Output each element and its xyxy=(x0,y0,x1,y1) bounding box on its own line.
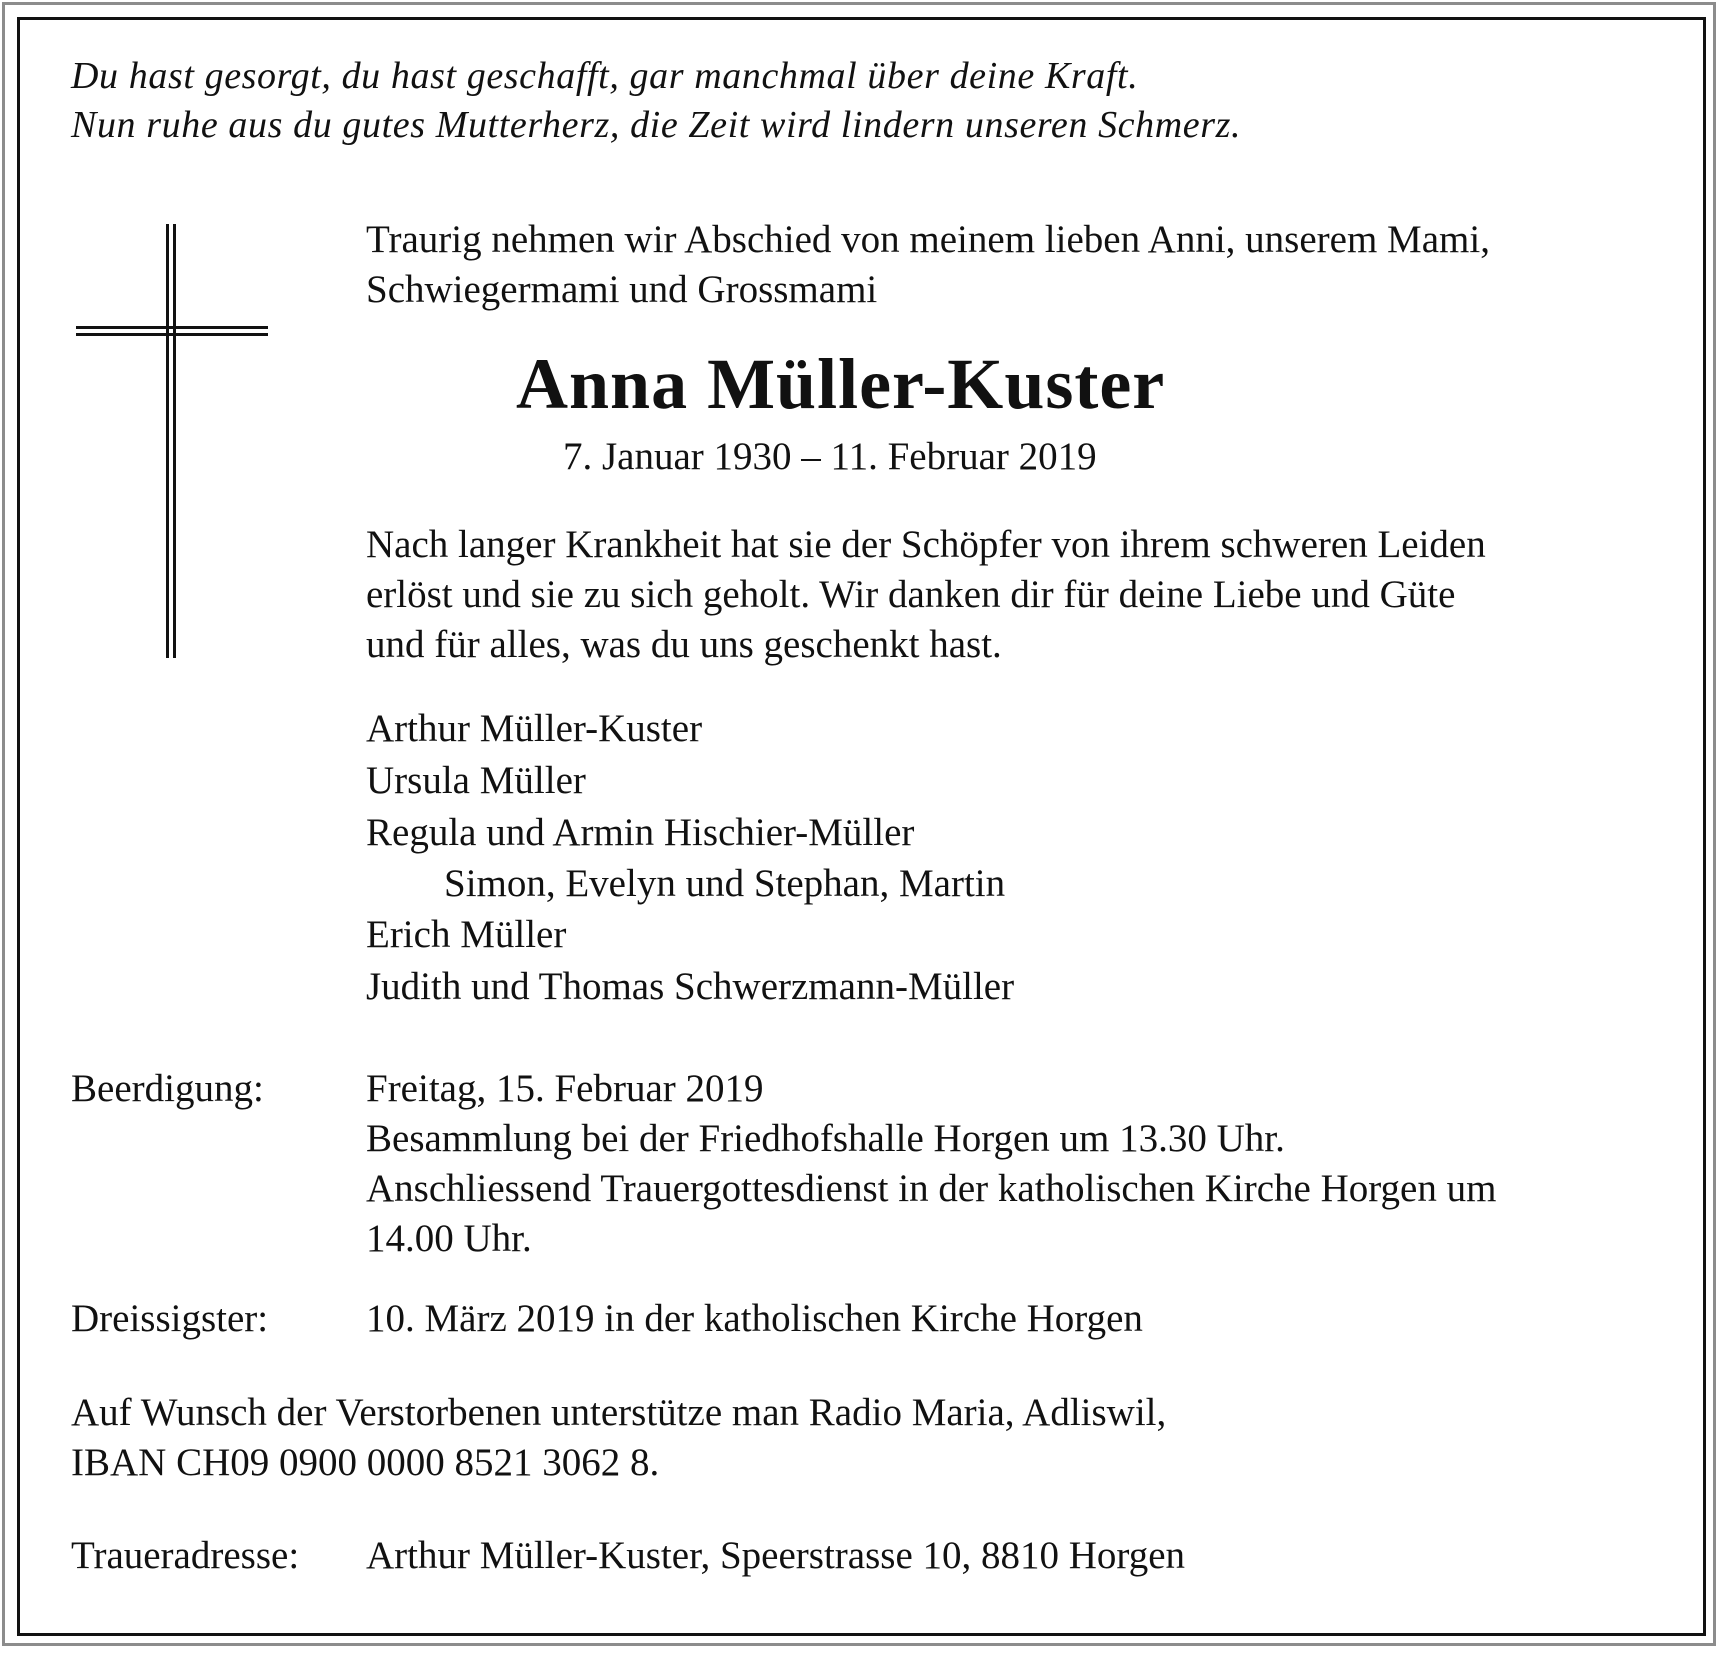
message-line-3: und für alles, was du uns geschenkt hast. xyxy=(366,623,1002,666)
mourner-entry: Judith und Thomas Schwerzmann-Müller xyxy=(366,965,1015,1008)
thirtieth-label: Dreissigster: xyxy=(71,1297,269,1340)
funeral-service-time: 14.00 Uhr. xyxy=(366,1217,532,1260)
donation-note xyxy=(71,1388,1166,1488)
motto-line-2: Nun ruhe aus du gutes Mutterherz, die Zeit wird lindern unseren Schmerz. xyxy=(71,104,1242,146)
funeral-date: Freitag, 15. Februar 2019 xyxy=(366,1067,764,1110)
mourners-list xyxy=(366,703,1014,1013)
mourner-entry-grandchildren: Simon, Evelyn und Stephan, Martin xyxy=(444,862,1006,905)
intro-line-2: Schwiegermami und Grossmami xyxy=(366,268,878,311)
thirtieth-value: 10. März 2019 in der katholischen Kirche Horgen xyxy=(366,1297,1143,1340)
donation-line-1: Auf Wunsch der Verstorbenen unterstütze man Radio Maria, Adliswil, xyxy=(71,1391,1167,1434)
farewell-message xyxy=(366,520,1486,670)
funeral-gathering: Besammlung bei der Friedhofshalle Horgen um 13.30 Uhr. xyxy=(366,1117,1285,1160)
intro-line-1: Traurig nehmen wir Abschied von meinem lieben Anni, unserem Mami, xyxy=(366,218,1490,261)
farewell-intro xyxy=(366,215,1490,315)
life-dates: 7. Januar 1930 – 11. Februar 2019 xyxy=(563,435,1097,478)
donation-iban: IBAN CH09 0900 0000 8521 3062 8. xyxy=(71,1441,660,1484)
mourner-entry: Regula und Armin Hischier-Müller xyxy=(366,811,915,854)
mourning-address: Arthur Müller-Kuster, Speerstrasse 10, 8810 Horgen xyxy=(366,1534,1186,1577)
mourner-entry: Ursula Müller xyxy=(366,759,586,802)
mourner-entry: Arthur Müller-Kuster xyxy=(366,707,703,750)
deceased-name: Anna Müller-Kuster xyxy=(516,344,1166,424)
mourner-entry: Erich Müller xyxy=(366,913,567,956)
cross-icon xyxy=(76,224,268,658)
message-line-2: erlöst und sie zu sich geholt. Wir danken dir für deine Liebe und Güte xyxy=(366,573,1456,616)
funeral-details xyxy=(366,1064,1496,1264)
funeral-label: Beerdigung: xyxy=(71,1067,264,1110)
message-line-1: Nach langer Krankheit hat sie der Schöpfer von ihrem schweren Leiden xyxy=(366,523,1486,566)
motto-verse xyxy=(71,52,1241,150)
funeral-service: Anschliessend Trauergottesdienst in der katholischen Kirche Horgen um xyxy=(366,1167,1497,1210)
address-label: Traueradresse: xyxy=(71,1534,300,1577)
motto-line-1: Du hast gesorgt, du hast geschafft, gar manchmal über deine Kraft. xyxy=(71,55,1139,97)
